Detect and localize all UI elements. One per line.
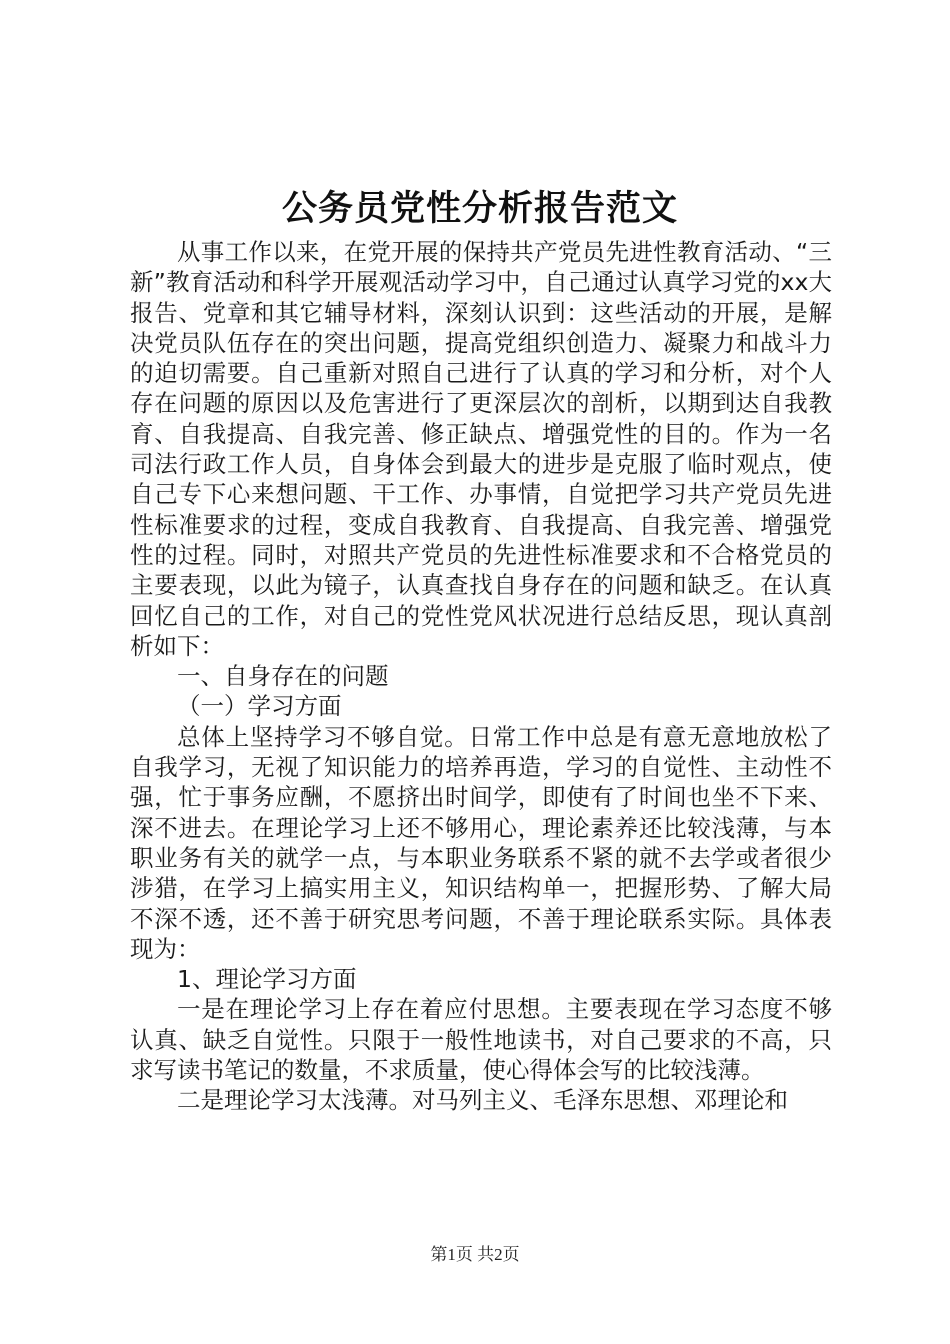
page-footer: 第1页 共2页	[430, 1245, 520, 1264]
heading-theory-study: 1、理论学习方面	[177, 965, 357, 994]
heading-section-1: 一、自身存在的问题	[177, 662, 389, 691]
paragraph-intro: 从事工作以来，在党开展的保持共产党员先进性教育活动、“三新”教育活动和科学开展观活动学习中，自己通过认真学习党的xx大报告、党章和其它辅导材料，深刻认识到：这些活动的开展，是解决党员队伍存在的突出问题，提高党组织创造力、凝聚力和战斗力的迫切需要。自己重新对照自己进行了认真的学习和分析，对个人存在问题的原因以及危害进行了更深层次的剖析，以期到达自我教育、自我提高、自我完善、修正缺点、增强党性的目的。作为一名司法行政工作人员，自身体会到最大的进步是克服了临时观点，使自己专下心来想问题、干工作、办事情，自觉把学习共产党员先进性标准要求的过程，变成自我教育、自我提高、自我完善、增强党性的过程。同时，对照共产党员的先进性标准要求和不合格党员的主要表现，以此为镜子，认真查找自身存在的问题和缺乏。在认真回忆自己的工作，对自己的党性党风状况进行总结反思，现认真剖析如下：	[130, 238, 832, 660]
document-body	[130, 237, 832, 1116]
paragraph-point-one: 一是在理论学习上存在着应付思想。主要表现在学习态度不够认真、缺乏自觉性。只限于一般性地读书，对自己要求的不高，只求写读书笔记的数量，不求质量，使心得体会写的比较浅薄。	[130, 995, 832, 1085]
heading-subsection-1: （一）学习方面	[177, 692, 342, 721]
paragraph-study-overview: 总体上坚持学习不够自觉。日常工作中总是有意无意地放松了自我学习，无视了知识能力的培养再造，学习的自觉性、主动性不强，忙于事务应酬，不愿挤出时间学，即使有了时间也坐不下来、深不进去。在理论学习上还不够用心，理论素养还比较浅薄，与本职业务有关的就学一点，与本职业务联系不紧的就不去学或者很少涉猎，在学习上搞实用主义，知识结构单一，把握形势、了解大局不深不透，还不善于研究思考问题，不善于理论联系实际。具体表现为：	[130, 722, 832, 963]
paragraph-point-two: 二是理论学习太浅薄。对马列主义、毛泽东思想、邓理论和	[177, 1086, 788, 1115]
document-title: 公务员党性分析报告范文	[281, 188, 678, 229]
